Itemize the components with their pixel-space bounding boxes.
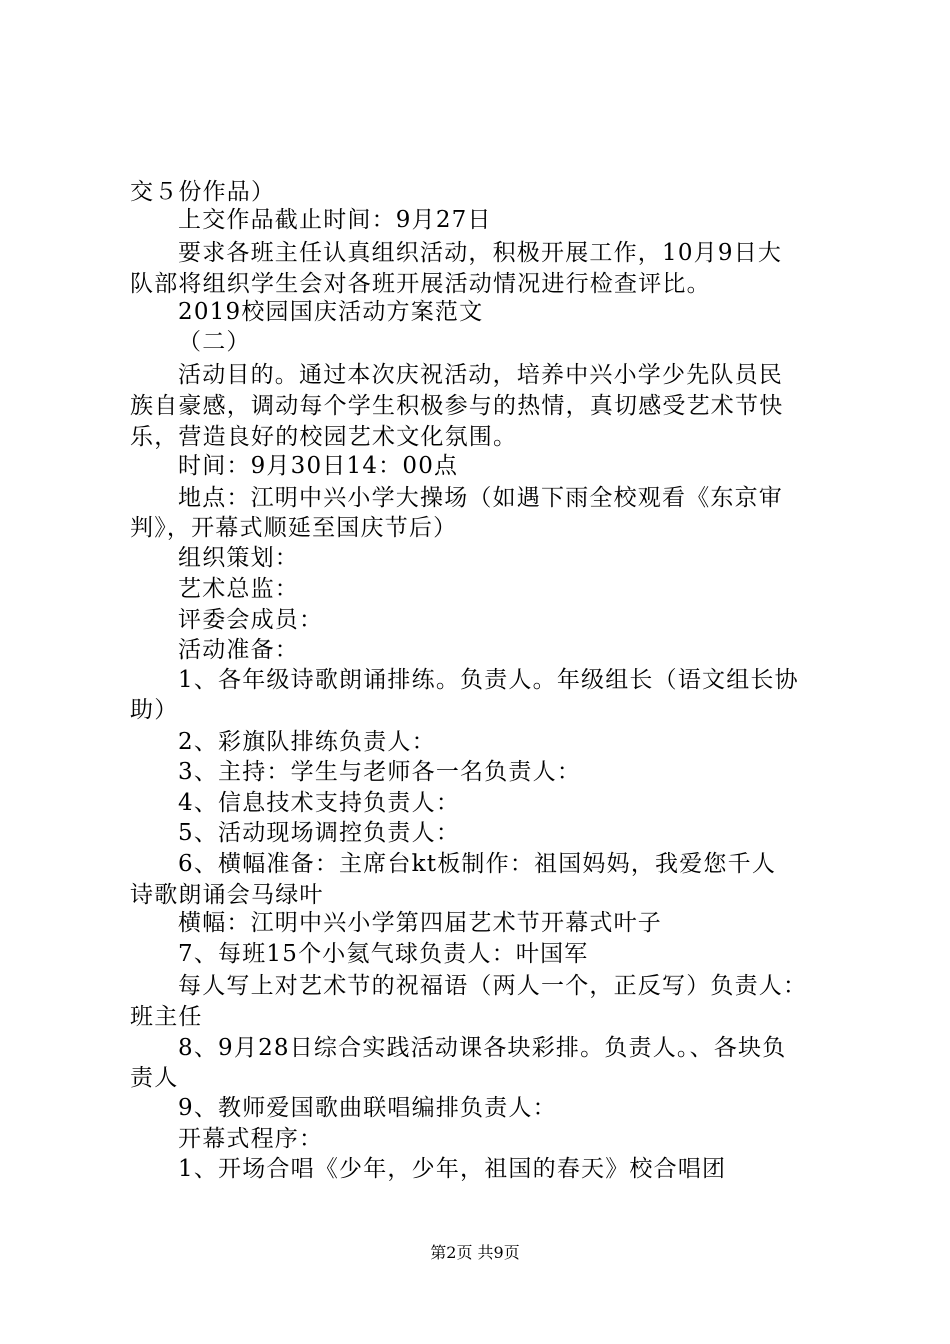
text-line: 5、活动现场调控负责人： <box>178 820 461 846</box>
text-line: 活动目的。通过本次庆祝活动，培养中兴小学少先队员民 <box>178 362 783 388</box>
text-line: 1、各年级诗歌朗诵排练。负责人。年级组长（语文组长协 <box>178 667 799 693</box>
text-line: 活动准备： <box>178 637 299 663</box>
text-line: 开幕式程序： <box>178 1126 324 1152</box>
text-line: 9、教师爱国歌曲联唱编排负责人： <box>178 1095 557 1121</box>
text-line: 6、横幅准备：主席台kt板制作：祖国妈妈，我爱您千人 <box>178 851 777 877</box>
text-line: 责人 <box>130 1065 179 1091</box>
text-line: 2019校园国庆活动方案范文 <box>178 299 484 325</box>
text-line: 诗歌朗诵会马绿叶 <box>130 882 324 908</box>
text-line: 艺术总监： <box>178 576 299 602</box>
text-line: 交５份作品） <box>130 179 276 205</box>
text-line: 助） <box>130 697 179 723</box>
text-line: 组织策划： <box>178 545 299 571</box>
text-line: 队部将组织学生会对各班开展活动情况进行检查评比。 <box>130 271 711 297</box>
text-line: 族自豪感，调动每个学生积极参与的热情，真切感受艺术节快 <box>130 393 784 419</box>
text-line: 要求各班主任认真组织活动，积极开展工作，10月9日大 <box>178 240 783 266</box>
text-line: 2、彩旗队排练负责人： <box>178 729 436 755</box>
text-line: 时间：9月30日14：00点 <box>178 453 459 479</box>
text-line: 判》，开幕式顺延至国庆节后） <box>130 515 458 541</box>
text-line: 3、主持：学生与老师各一名负责人： <box>178 759 582 785</box>
text-line: 评委会成员： <box>178 607 324 633</box>
text-line: 地点：江明中兴小学大操场（如遇下雨全校观看《东京审 <box>178 485 783 511</box>
text-line: 1、开场合唱《少年，少年，祖国的春天》校合唱团 <box>178 1156 727 1182</box>
page-number-footer: 第2页 共9页 <box>430 1243 520 1262</box>
text-line: 每人写上对艺术节的祝福语（两人一个，正反写）负责人： <box>178 973 808 999</box>
text-line: 7、每班15个小氦气球负责人：叶国军 <box>178 941 589 967</box>
text-line: 8、9月28日综合实践活动课各块彩排。负责人。、各块负 <box>178 1035 787 1061</box>
text-line: 上交作品截止时间：9月27日 <box>178 207 492 233</box>
text-line: 班主任 <box>130 1004 203 1030</box>
text-line: 乐，营造良好的校园艺术文化氛围。 <box>130 424 518 450</box>
text-line: （二） <box>178 329 251 355</box>
text-line: 4、信息技术支持负责人： <box>178 790 461 816</box>
text-line: 横幅：江明中兴小学第四届艺术节开幕式叶子 <box>178 910 662 936</box>
